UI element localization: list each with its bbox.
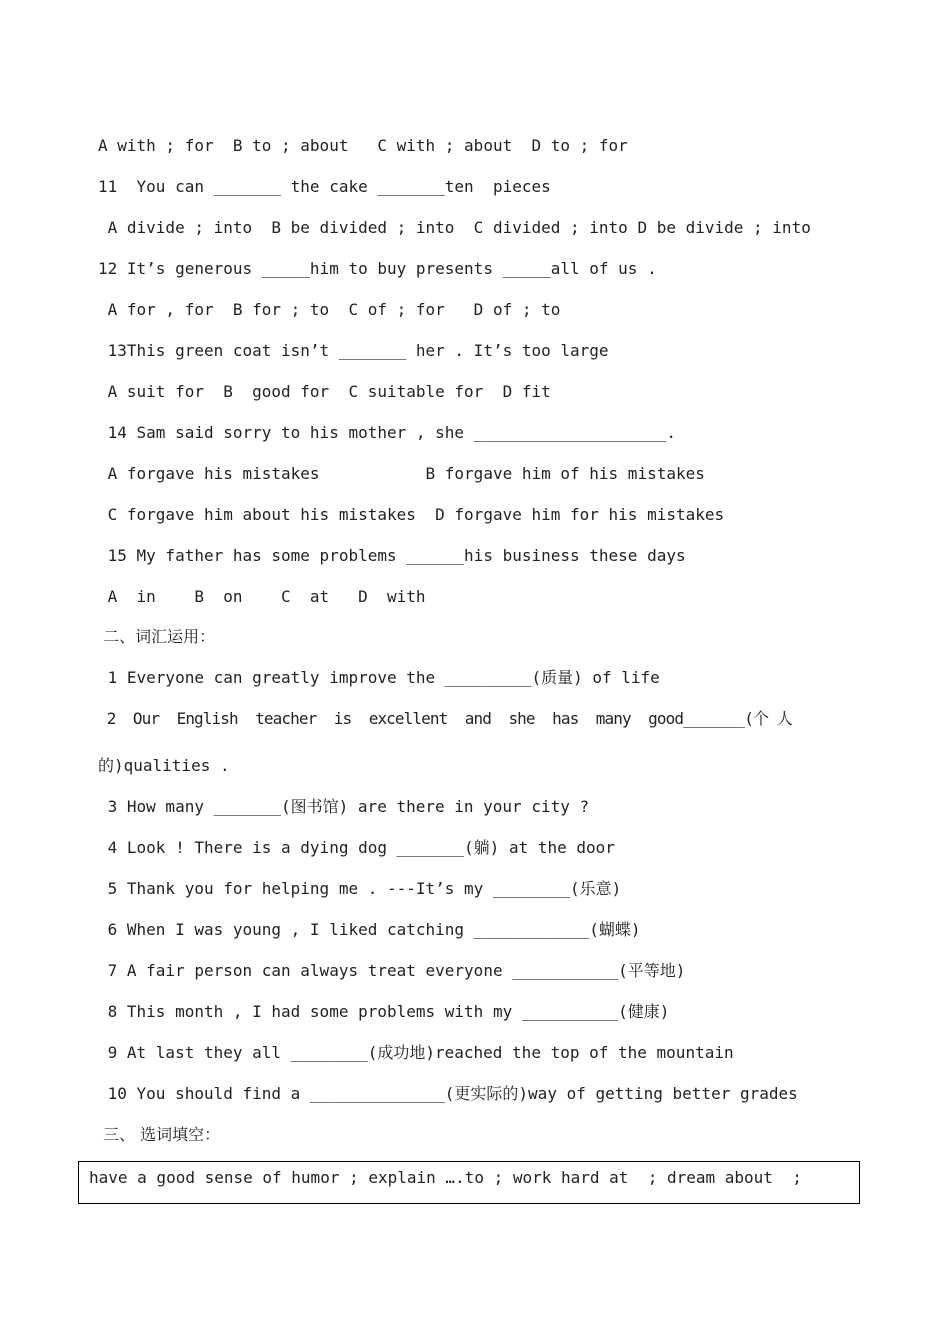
- q14-question: 14 Sam said sorry to his mother , she ____________________.: [98, 423, 676, 442]
- vocab-item-10: 10 You should find a ______________(更实际的)way of getting better grades: [98, 1084, 798, 1103]
- vocab-item-2-continued: 的)qualities .: [98, 756, 230, 775]
- q14-options-ab: A forgave his mistakes B forgave him of his mistakes: [98, 464, 705, 483]
- vocab-item-4: 4 Look ! There is a dying dog _______(躺) at the door: [98, 838, 615, 857]
- q12-options: A for , for B for ; to C of ; for D of ; to: [98, 300, 561, 319]
- vocab-item-3: 3 How many _______(图书馆) are there in your city ?: [98, 797, 590, 816]
- q13-options: A suit for B good for C suitable for D fit: [98, 382, 551, 401]
- vocab-item-8: 8 This month , I had some problems with my __________(健康): [98, 1002, 670, 1021]
- section-two-heading: 二、词汇运用：: [98, 627, 216, 646]
- q12-question: 12 It’s generous _____him to buy presents _____all of us .: [98, 259, 657, 278]
- vocab-item-5: 5 Thank you for helping me . ---It’s my ________(乐意): [98, 879, 622, 898]
- word-bank-text: have a good sense of humor ; explain ….to ; work hard at ; dream about ;: [89, 1168, 802, 1187]
- q10-options: A with ; for B to ; about C with ; about D to ; for: [98, 136, 628, 155]
- q11-question: 11 You can _______ the cake _______ten pieces: [98, 177, 551, 196]
- vocab-item-1: 1 Everyone can greatly improve the _________(质量) of life: [98, 668, 660, 687]
- q14-options-cd: C forgave him about his mistakes D forgave him for his mistakes: [98, 505, 725, 524]
- vocab-item-2: 2 Our English teacher is excellent and she has many good_______(个 人: [98, 709, 792, 728]
- q15-options: A in B on C at D with: [98, 587, 426, 606]
- q15-question: 15 My father has some problems ______his business these days: [98, 546, 686, 565]
- section-three-heading: 三、 选词填空：: [98, 1125, 221, 1144]
- word-bank-box: [78, 1161, 860, 1204]
- vocab-item-6: 6 When I was young , I liked catching ____________(蝴蝶): [98, 920, 641, 939]
- q13-question: 13This green coat isn’t _______ her . It’s too large: [98, 341, 609, 360]
- vocab-item-7: 7 A fair person can always treat everyone ___________(平等地): [98, 961, 686, 980]
- q11-options: A divide ; into B be divided ; into C divided ; into D be divide ; into: [98, 218, 811, 237]
- vocab-item-9: 9 At last they all ________(成功地)reached the top of the mountain: [98, 1043, 734, 1062]
